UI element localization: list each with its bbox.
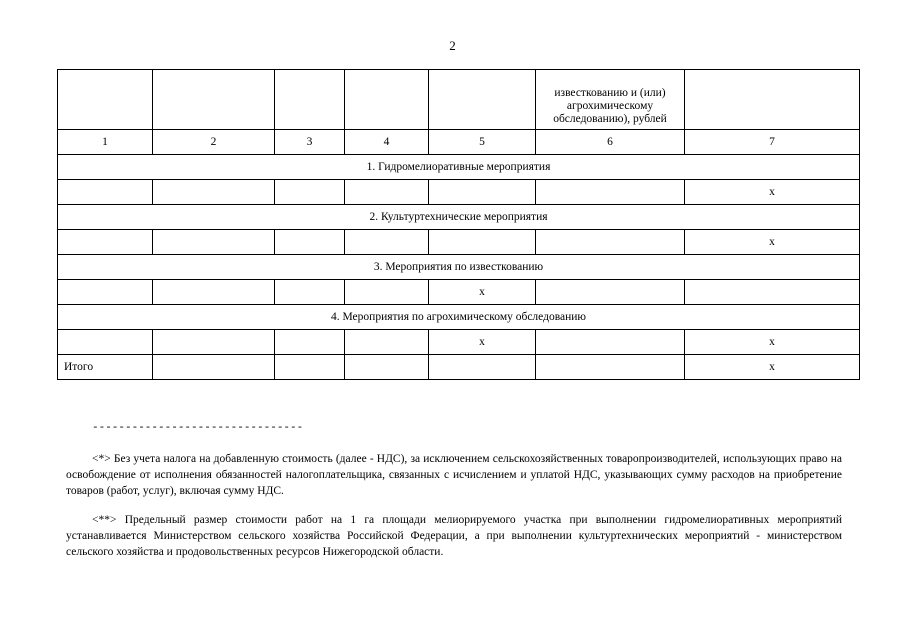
table-cell: х xyxy=(429,280,536,305)
header-cell xyxy=(345,70,429,130)
section-row xyxy=(58,205,860,230)
table-cell xyxy=(275,330,345,355)
section-title: 2. Культуртехнические мероприятия xyxy=(58,205,860,230)
table-cell xyxy=(275,355,345,380)
column-number-row xyxy=(58,130,860,155)
table-cell xyxy=(429,180,536,205)
table-row xyxy=(58,330,860,355)
header-cell xyxy=(429,70,536,130)
table-cell xyxy=(345,330,429,355)
table-cell xyxy=(536,330,685,355)
header-cell xyxy=(275,70,345,130)
table-cell xyxy=(345,230,429,255)
page-number: 2 xyxy=(449,38,456,53)
table-cell xyxy=(58,330,153,355)
column-number: 7 xyxy=(685,130,860,155)
table-row xyxy=(58,230,860,255)
footnote-separator: -------------------------------- xyxy=(92,422,304,434)
header-cell xyxy=(153,70,275,130)
table-cell xyxy=(153,230,275,255)
table-cell xyxy=(345,280,429,305)
table-cell xyxy=(685,280,860,305)
table-header-row xyxy=(58,70,860,130)
table-cell xyxy=(345,355,429,380)
table-cell xyxy=(153,180,275,205)
column-number: 5 xyxy=(429,130,536,155)
table-cell: х xyxy=(429,330,536,355)
total-label: Итого xyxy=(58,355,153,380)
table-cell xyxy=(58,230,153,255)
column-number: 2 xyxy=(153,130,275,155)
table-cell xyxy=(153,355,275,380)
costs-table xyxy=(57,69,860,380)
table-cell xyxy=(345,180,429,205)
table-cell xyxy=(536,280,685,305)
header-cell-col6: известкованию и (или) агрохимическому обследованию), рублей xyxy=(536,70,685,130)
section-title: 4. Мероприятия по агрохимическому обследованию xyxy=(58,305,860,330)
table-cell xyxy=(275,180,345,205)
table-row xyxy=(58,180,860,205)
table-cell xyxy=(58,180,153,205)
section-title: 1. Гидромелиоративные мероприятия xyxy=(58,155,860,180)
table-cell xyxy=(275,280,345,305)
column-number: 3 xyxy=(275,130,345,155)
table-row xyxy=(58,280,860,305)
section-row xyxy=(58,155,860,180)
section-row xyxy=(58,255,860,280)
column-number: 4 xyxy=(345,130,429,155)
column-number: 6 xyxy=(536,130,685,155)
table-cell xyxy=(536,230,685,255)
header-cell xyxy=(685,70,860,130)
table-cell xyxy=(275,230,345,255)
table-cell xyxy=(429,230,536,255)
table-cell xyxy=(153,280,275,305)
section-title: 3. Мероприятия по известкованию xyxy=(58,255,860,280)
table-cell xyxy=(429,355,536,380)
table-cell: х xyxy=(685,330,860,355)
total-row xyxy=(58,355,860,380)
table-cell: х xyxy=(685,180,860,205)
table-cell xyxy=(153,330,275,355)
table-cell xyxy=(536,180,685,205)
column-number: 1 xyxy=(58,130,153,155)
table-cell: х xyxy=(685,230,860,255)
table-cell xyxy=(536,355,685,380)
table-cell: х xyxy=(685,355,860,380)
footnote-1: <*> Без учета налога на добавленную стоимость (далее - НДС), за исключением сельскохозяйственных товаропроизводителей, использующих право на освобождение от исполнения обязанностей налогоплательщика, связанных с исчислением и уплатой НДС, указывающих сумму расходов на приобретение товаров (работ, услуг), включая сумму НДС. xyxy=(66,453,842,497)
footnote-2: <**> Предельный размер стоимости работ на 1 га площади мелиорируемого участка при выполнении гидромелиоративных мероприятий устанавливается Министерством сельского хозяйства Российской Федерации, а при выполнении культуртехнических мероприятий - министерством сельского хозяйства и продовольственных ресурсов Нижегородской области. xyxy=(66,514,842,558)
table-cell xyxy=(58,280,153,305)
section-row xyxy=(58,305,860,330)
header-cell xyxy=(58,70,153,130)
